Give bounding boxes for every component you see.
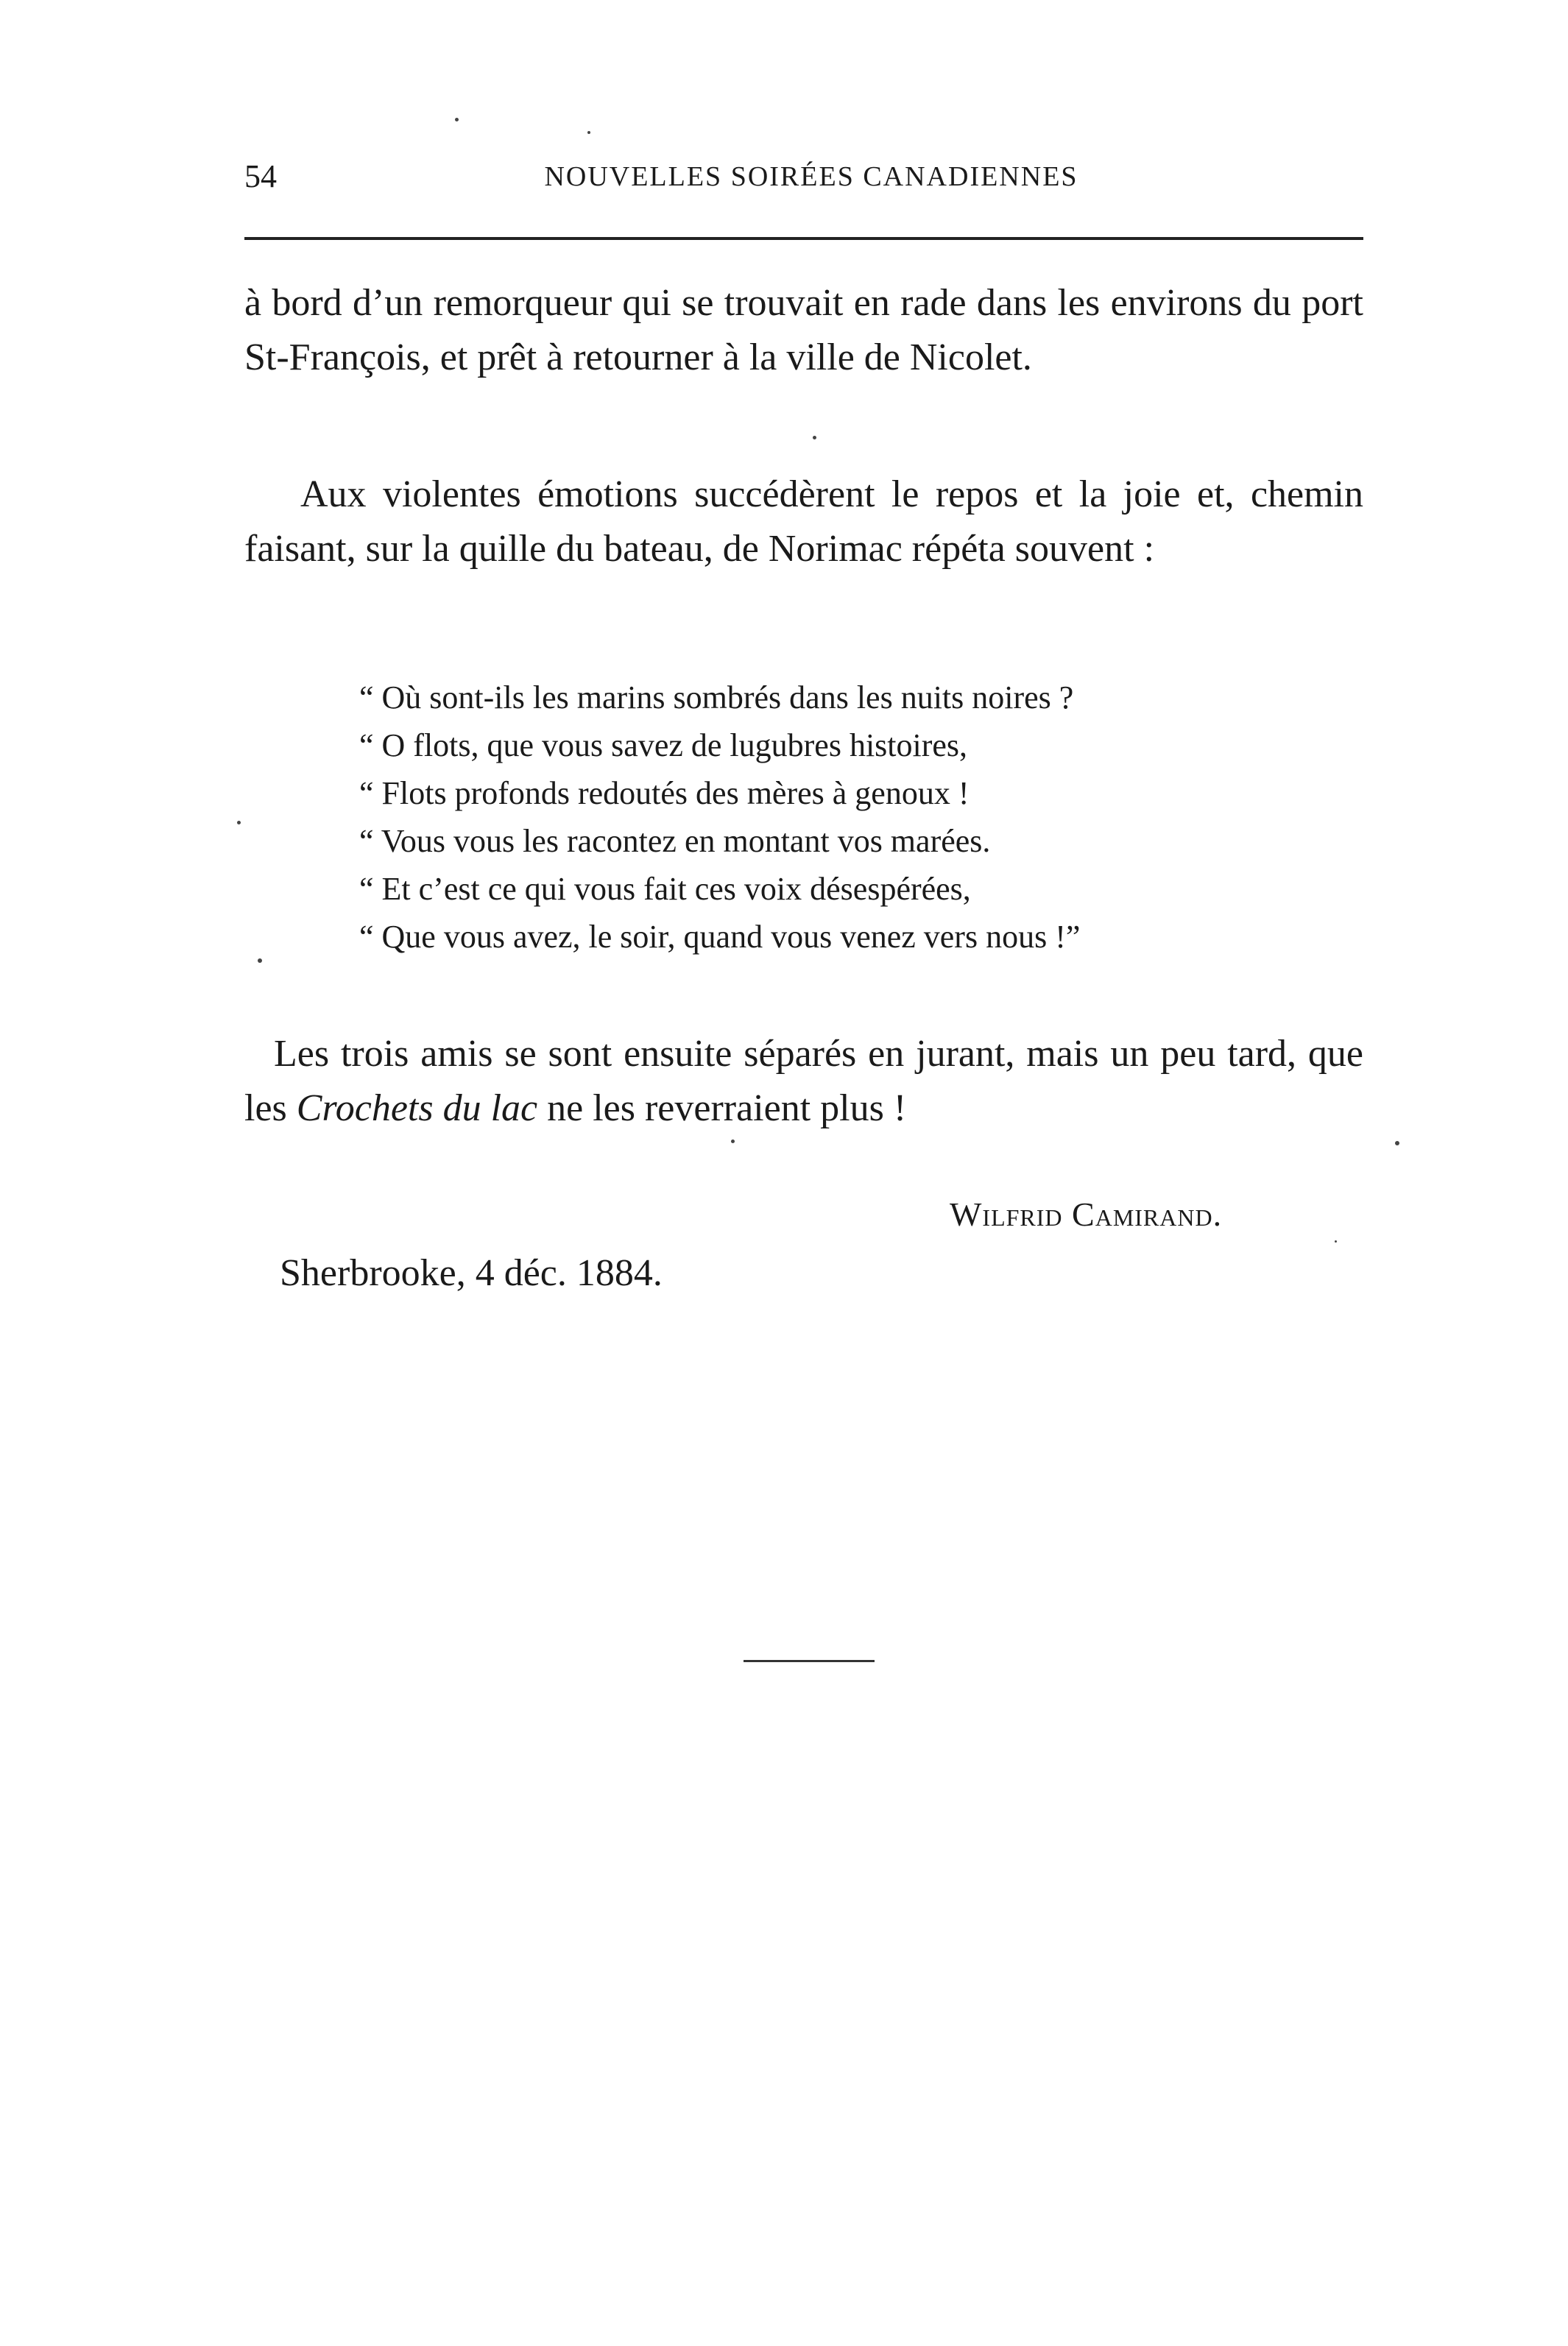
- paragraph-closing: [244, 1027, 1363, 1136]
- verse-line: “ Que vous avez, le soir, quand vous venez vers nous !”: [359, 919, 1081, 955]
- scan-speck: [813, 436, 816, 439]
- author-signature: Wilfrid Camirand.: [950, 1195, 1223, 1233]
- scan-speck: [587, 131, 590, 134]
- running-head: [244, 155, 1363, 199]
- dateline: Sherbrooke, 4 déc. 1884.: [280, 1252, 663, 1294]
- closing-text-italic-title: Crochets du lac: [296, 1087, 538, 1129]
- end-rule: [744, 1660, 875, 1662]
- paragraph-continuation: à bord d’un remorqueur qui se trouvait en rade dans les environs du port St-François, et prêt à retourner à la ville de Nicolet.: [244, 282, 1363, 378]
- closing-text-end: ne les reverraient plus !: [537, 1087, 907, 1129]
- verse-line: “ Où sont-ils les marins sombrés dans les nuits noires ?: [359, 679, 1074, 716]
- header-rule: [244, 237, 1363, 240]
- verse-line: “ Flots profonds redoutés des mères à genoux !: [359, 775, 970, 811]
- scan-speck: [1395, 1141, 1399, 1145]
- scan-speck: [731, 1140, 735, 1143]
- scan-speck: [237, 821, 241, 824]
- verse-quotation: [359, 674, 1316, 961]
- page-number: 54: [244, 158, 277, 194]
- closing-text-start: Les trois amis se sont ensuite séparés en jurant, mais un peu tard, que les: [244, 1033, 1363, 1129]
- scan-speck: [258, 958, 262, 963]
- verse-line: “ Et c’est ce qui vous fait ces voix désespérées,: [359, 871, 971, 907]
- scan-speck: [1335, 1240, 1337, 1243]
- verse-line: “ Vous vous les racontez en montant vos marées.: [359, 823, 991, 859]
- running-title: NOUVELLES SOIRÉES CANADIENNES: [544, 161, 1078, 192]
- verse-line: “ O flots, que vous savez de lugubres histoires,: [359, 727, 968, 763]
- scan-speck: [455, 118, 459, 121]
- paragraph-emotions: Aux violentes émotions succédèrent le repos et la joie et, chemin faisant, sur la quille du bateau, de Norimac répéta souvent :: [244, 473, 1363, 570]
